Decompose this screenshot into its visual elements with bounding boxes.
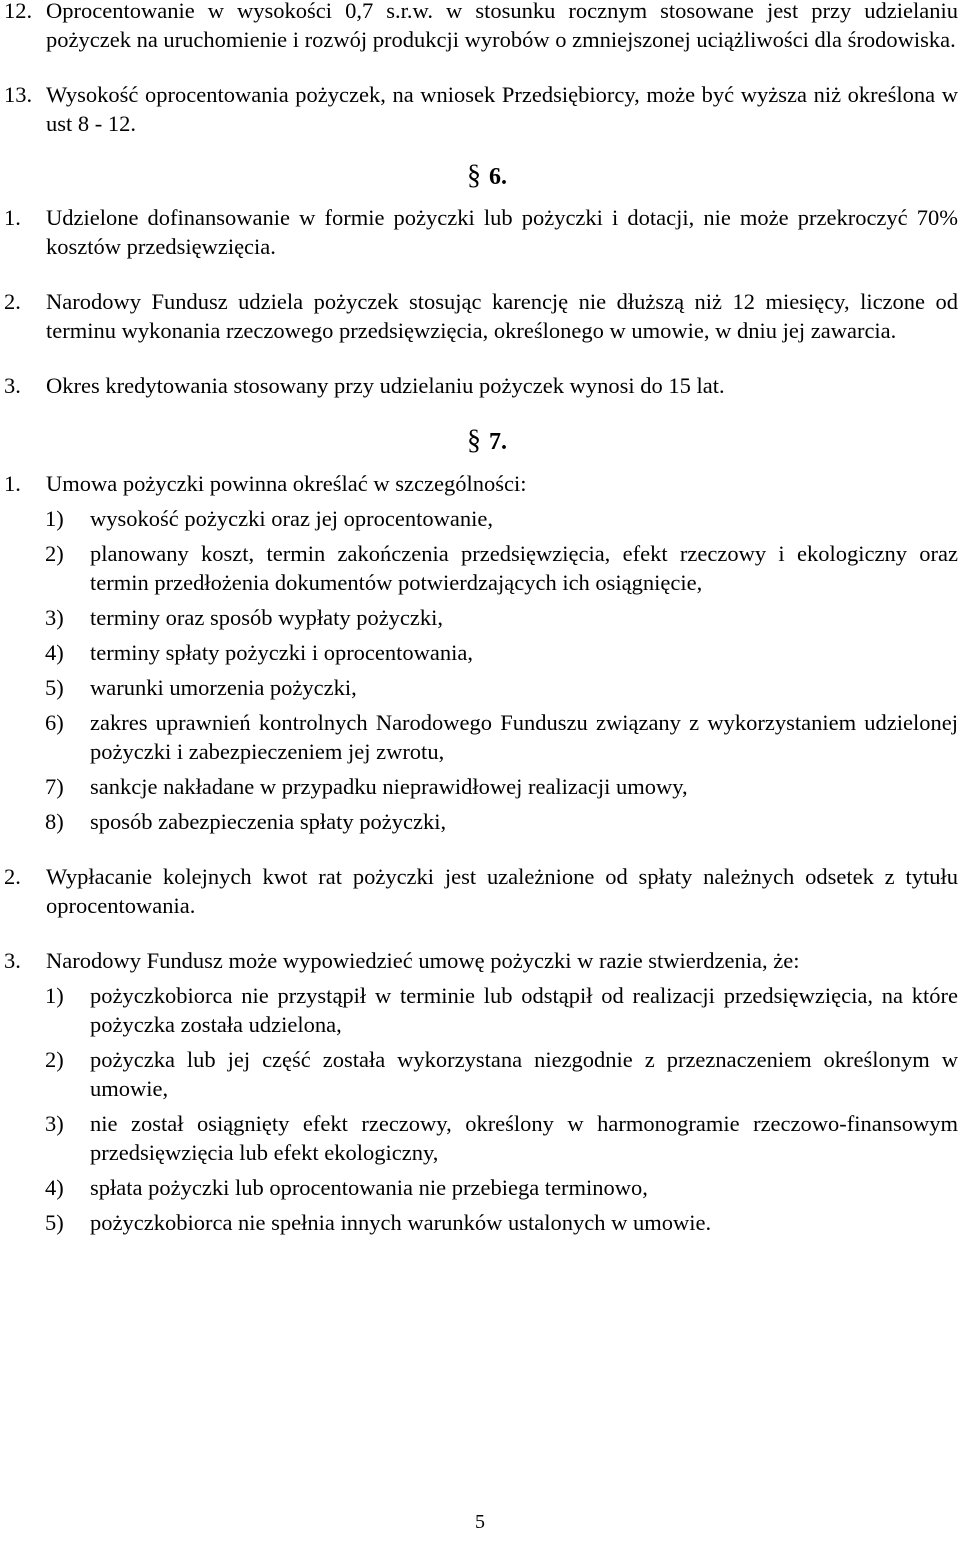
s7-p3-item-1 <box>4 981 958 1039</box>
s6-paragraph-2 <box>4 287 958 345</box>
paragraph-text: Udzielone dofinansowanie w formie pożyczki lub pożyczki i dotacji, nie może przekroczyć 70% kosztów przedsięwzięcia. <box>46 205 958 259</box>
paragraph-number: 1. <box>4 471 21 496</box>
item-text: warunki umorzenia pożyczki, <box>90 675 357 700</box>
page-number: 5 <box>475 1511 485 1533</box>
s7-p1-item-2 <box>4 539 958 597</box>
s7-p3-item-3 <box>4 1109 958 1167</box>
item-number: 6) <box>45 710 64 735</box>
item-number: 4) <box>45 640 64 665</box>
paragraph-12 <box>4 0 958 54</box>
paragraph-text: Okres kredytowania stosowany przy udzielaniu pożyczek wynosi do 15 lat. <box>46 373 725 398</box>
paragraph-number: 2. <box>4 289 21 314</box>
item-text: nie został osiągnięty efekt rzeczowy, określony w harmonogramie rzeczowo-finansowym przedsięwzięcia lub efekt ekologiczny, <box>90 1111 958 1165</box>
item-number: 3) <box>45 605 64 630</box>
item-text: pożyczkobiorca nie przystąpił w terminie lub odstąpił od realizacji przedsięwzięcia, na które pożyczka została udzielona, <box>90 983 958 1037</box>
section-sign: § <box>467 425 481 456</box>
item-text: pożyczka lub jej część została wykorzystana niezgodnie z przeznaczeniem określonym w umowie, <box>90 1047 958 1101</box>
s7-p1-item-4 <box>4 638 958 667</box>
paragraph-text: Wysokość oprocentowania pożyczek, na wniosek Przedsiębiorcy, może być wyższa niż określona w ust 8 - 12. <box>46 82 958 136</box>
section-sign: § <box>467 160 481 191</box>
paragraph-text: Wypłacanie kolejnych kwot rat pożyczki jest uzależnione od spłaty należnych odsetek z tytułu oprocentowania. <box>46 864 958 918</box>
item-text: terminy spłaty pożyczki i oprocentowania, <box>90 640 474 665</box>
item-text: terminy oraz sposób wypłaty pożyczki, <box>90 605 444 630</box>
paragraph-number: 12. <box>4 0 33 23</box>
s7-p1-item-5 <box>4 673 958 702</box>
paragraph-text: Oprocentowanie w wysokości 0,7 s.r.w. w stosunku rocznym stosowane jest przy udzielaniu pożyczek na uruchomienie i rozwój produkcji wyrobów o zmniejszonej uciążliwości dla środowiska. <box>46 0 958 52</box>
item-number: 2) <box>45 1047 64 1072</box>
s7-p3-item-4 <box>4 1173 958 1202</box>
s7-paragraph-2 <box>4 862 958 920</box>
item-number: 2) <box>45 541 64 566</box>
item-text: planowany koszt, termin zakończenia przedsięwzięcia, efekt rzeczowy i ekologiczny oraz termin przedłożenia dokumentów potwierdzających ich osiągnięcie, <box>90 541 958 595</box>
s7-p1-item-8 <box>4 807 958 836</box>
item-text: pożyczkobiorca nie spełnia innych warunków ustalonych w umowie. <box>90 1210 712 1235</box>
item-number: 3) <box>45 1111 64 1136</box>
item-number: 7) <box>45 774 64 799</box>
paragraph-number: 2. <box>4 864 21 889</box>
paragraph-number: 13. <box>4 82 33 107</box>
s7-p3-item-5 <box>4 1208 958 1237</box>
item-text: zakres uprawnień kontrolnych Narodowego Funduszu związany z wykorzystaniem udzielonej pożyczki i zabezpieczeniem jej zwrotu, <box>90 710 958 764</box>
s6-paragraph-3 <box>4 371 958 400</box>
section-number: 7. <box>489 429 507 455</box>
s6-paragraph-1 <box>4 203 958 261</box>
section-heading-6 <box>4 161 958 192</box>
paragraph-number: 3. <box>4 948 21 973</box>
s7-p1-item-7 <box>4 772 958 801</box>
paragraph-number: 1. <box>4 205 21 230</box>
item-text: sankcje nakładane w przypadku nieprawidłowej realizacji umowy, <box>90 774 688 799</box>
s7-p1-item-1 <box>4 504 958 533</box>
paragraph-text: Narodowy Fundusz może wypowiedzieć umowę pożyczki w razie stwierdzenia, że: <box>46 948 800 973</box>
item-text: spłata pożyczki lub oprocentowania nie przebiega terminowo, <box>90 1175 648 1200</box>
s7-p1-item-6 <box>4 708 958 766</box>
s7-paragraph-1 <box>4 469 958 498</box>
s7-paragraph-3 <box>4 946 958 975</box>
paragraph-text: Umowa pożyczki powinna określać w szczególności: <box>46 471 527 496</box>
paragraph-number: 3. <box>4 373 21 398</box>
item-text: sposób zabezpieczenia spłaty pożyczki, <box>90 809 447 834</box>
section-heading-7 <box>4 426 958 457</box>
item-number: 5) <box>45 1210 64 1235</box>
item-number: 5) <box>45 675 64 700</box>
item-number: 4) <box>45 1175 64 1200</box>
document-page <box>4 0 958 1237</box>
item-number: 8) <box>45 809 64 834</box>
section-number: 6. <box>489 164 507 190</box>
s7-p3-item-2 <box>4 1045 958 1103</box>
item-number: 1) <box>45 506 64 531</box>
paragraph-13 <box>4 80 958 138</box>
paragraph-text: Narodowy Fundusz udziela pożyczek stosując karencję nie dłuższą niż 12 miesięcy, liczone od terminu wykonania rzeczowego przedsięwzięcia, określonego w umowie, w dniu jej zawarcia. <box>46 289 958 343</box>
item-text: wysokość pożyczki oraz jej oprocentowanie, <box>90 506 493 531</box>
s7-p1-item-3 <box>4 603 958 632</box>
item-number: 1) <box>45 983 64 1008</box>
